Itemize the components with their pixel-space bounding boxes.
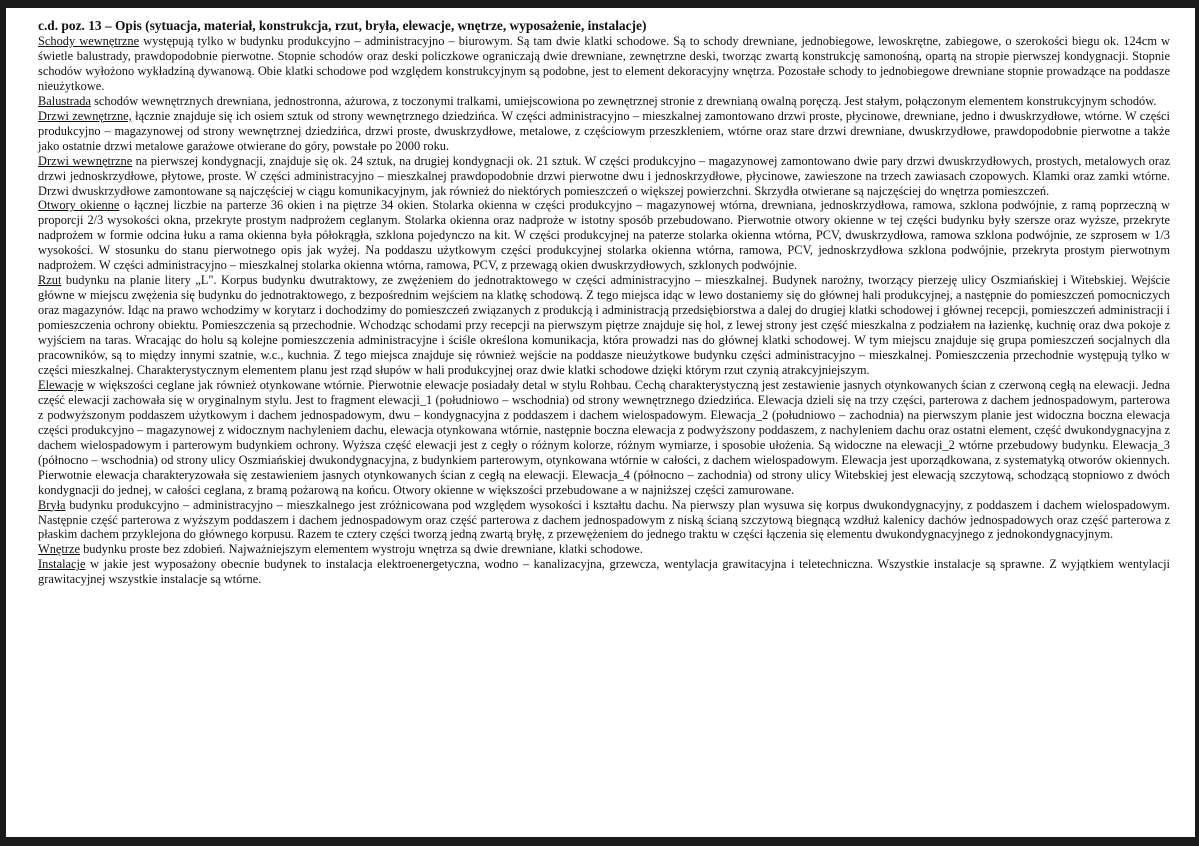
section-term: Schody wewnętrzne [38,34,140,48]
paragraph-text: budynku na planie litery „L". Korpus budynku dwutraktowy, ze zwężeniem do jednotraktowego w części administracyjno – mieszkalnej. Budynek narożny, tworzący pierzeję ulicy Oszmiańskiej i Witebskiej. Wejście główne w miejscu zwężenia się budynku do jednotraktowego, z bezpośrednim wejściem na klatkę schodową. Z tego miejsca idąc w lewo dostaniemy się do głównej hali produkcyjnej, a następnie do pomieszczeń pomocniczych oraz magazynów. Idąc na prawo wchodzimy w korytarz i dochodzimy do pomieszczeń związanych z produkcją i administracją przedsiębiorstwa a dalej do drugiej klatki schodowej i głównej recepcji, pomieszczeń administracji i pomieszczenia ochrony obiektu. Pomieszczenia są przechodnie. Wchodząc schodami przy recepcji na pierwszym piętrze znajduje się hol, z lewej strony jest część mieszkalna z podziałem na łazienkę, kuchnię oraz dwa pokoje z wyjściem na taras. Wracając do holu są kolejne pomieszczenia administracyjne i ściśle określona komunikacja, która prowadzi nas do głównej klatki schodowej. W tym miejscu znajduje się grupa pomieszczeń socjalnych dla pracowników, są to między innymi szatnie, w.c., kuchnia. Z tego miejsca znajduje się również wejście na poddasze nieużytkowe budynku części administracyjno – mieszkalnej. Pomieszczenia przechodnie występują tylko w części mieszkalnej. Charakterystycznym elementem planu jest rząd słupów w hali produkcyjnej oraz dwie klatki schodowe dzięki którym rzut czynią atrakcyjniejszym. [38,273,1170,377]
section-term: Bryła [38,497,66,512]
paragraph-balustrada [38,94,1170,109]
paragraph-otwory-okienne [38,198,1170,273]
paragraph-text: w większości ceglane jak również otynkowane wtórnie. Pierwotnie elewacje posiadały detal w stylu Rohbau. Cechą charakterystyczną jest zestawienie jasnych otynkowanych ścian z czerwoną cegłą na elewacji. Jedna część elewacji zachowała się w oryginalnym stylu. Jest to fragment elewacji_1 (południowo – wschodnia) od strony wewnętrznego dziedzińca. Elewacja dzieli się na trzy części, parterowa z dachem jednospadowym, parterowa z podwyższonym poddaszem użytkowym i dachem jednospadowym, dwu – kondygnacyjna z poddaszem i dachem wielospadowym. Elewacja_2 (południowo – zachodnia) na pierwszym planie jest widoczna boczna elewacja części produkcyjno – magazynowej z widocznym nachyleniem dachu, elewacja otynkowana wtórnie, następnie boczna elewacja z podwyższony poddaszem, z nachyleniem dachu oraz ostatni element, część dwukondygnacyjna z dachem wielospadowym i parterowym budynkiem ochrony. Wyższa część elewacji jest z cegły o różnym kolorze, różnym wymiarze, i sposobie ułożenia. Są widoczne na elewacji_2 wtórne przebudowy budynku. Elewacja_3 (północno – wschodnia) od strony ulicy Oszmiańskiej dwukondygnacyjna, z budynkiem parterowym, otynkowana wtórnie w całości, z dachem wielospadowym. Elewacja jest uporządkowana, z systematyką otworów okiennych. Pierwotnie elewacja charakteryzowała się zestawieniem jasnych otynkowanych ścian z cegłą na elewacji. Elewacja_4 (północno – zachodnia) od strony ulicy Witebskiej jest elewacją szczytową, schodzącą stopniowo z dwóch kondygnacji do jednej, w całości ceglana, z bramą pożarową na końcu. Otwory okienne w większości przebudowane a w najniższej części zamurowane. [38,377,1170,497]
paragraph-text: łącznie znajduje się ich osiem sztuk od strony wewnętrznego dziedzińca. W części administracyjno – mieszkalnej zamontowano drzwi proste, płycinowe, drewniane, jedno i dwuskrzydłowe, wtórne. W części produkcyjno – magazynowej od strony wewnętrznej dziedzińca, drzwi proste, dwuskrzydłowe, metalowe, z częściowym przeszkleniem, wtórne oraz stare drzwi drewniane, dwuskrzydłowe, prawdopodobnie pierwotne a także jako ostatnie drzwi metalowe garażowe otwierane do góry, powstałe po 2000 roku. [38,108,1170,153]
section-term: Drzwi wewnętrzne [38,153,133,168]
paragraph-text: występują tylko w budynku produkcyjno – administracyjno – biurowym. Są tam dwie klatki schodowe. Są to schody drewniane, jednobiegowe, lewoskrętne, zabiegowe, o szerokości biegu ok. 124cm w świetle balustrady, prawdopodobnie pierwotne. Stopnie schodów oraz deski policzkowe ograniczają dwie drewniane, zewnętrzne deski, tworząc zwartą konstrukcję samonośną, opartą na stropie pierwszej kondygnacji. Stopnie schodów wyłożono wykładziną dywanową. Obie klatki schodowe pod względem konstrukcyjnym są podobne, jest to element dekoracyjny wnętrza. Pozostałe schody to jednobiegowe drewniane stopnie prowadzące na poddasze nieużytkowe. [38,34,1171,93]
section-term: Rzut [38,273,62,288]
section-term: Otwory okienne [38,198,120,213]
paragraph-text: o łącznej liczbie na parterze 36 okien i na piętrze 34 okien. Stolarka okienna w części produkcyjno – magazynowej wtórna, drewniana, jednoskrzydłowa, ramowa, szklona podwójnie, z ramą poprzeczną w proporcji 2/3 wysokości okna, przekryte prostym nadprożem ceglanym. Stolarka okienna oraz nadproże w istotny sposób przebudowano. Pierwotnie otwory okienne w tej części budynku były szersze oraz wyższe, przekryte nadprożem w formie odcina łuku a rama okienna była półokrągła, szklona pojedynczo na kit. W części produkcyjnej na paterze stolarka okienna wtórna, PCV, dwuskrzydłowa, ramowa szklona podwójnie, ze szprosem w 1/3 wysokości. W stosunku do stanu pierwotnego opis jak wyżej. Na poddaszu użytkowym części produkcyjnej stolarka okienna wtórna, ramowa, PCV, jednoskrzydłowa szklona podwójnie, przekryta prostym pierwotnym nadprożem. W części administracyjno – mieszkalnej stolarka okienna wtórna, ramowa, PCV, z przewagą okien dwuskrzydłowych, szklonych podwójnie. [38,198,1170,273]
document-page [38,17,1170,587]
paragraph-text: schodów wewnętrznych drewniana, jednostronna, ażurowa, z toczonymi tralkami, umiejscowiona po zewnętrznej stronie z drewnianą owalną poręczą. Jest stałym, połączonym elementem konstrukcyjnym schodów. [91,93,1157,108]
section-term: Wnętrze [38,542,80,557]
section-term: Elewacje [38,377,84,392]
paragraph-text: budynku proste bez zdobień. Najważniejszym elementem wystroju wnętrza są dwie drewniane, klatki schodowe. [79,542,643,557]
section-term: Balustrada [38,93,91,108]
scan-border-left [0,0,6,846]
paragraph-drzwi-zewnetrzne [38,109,1170,154]
paragraph-wnetrze [38,542,1170,557]
paragraph-drzwi-wewnetrzne [38,154,1170,199]
paragraph-text: na pierwszej kondygnacji, znajduje się ok. 24 sztuk, na drugiej kondygnacji ok. 21 sztuk. W części produkcyjno – magazynowej zamontowano dwie pary drzwi dwuskrzydłowych, prostych, metalowych oraz drzwi jednoskrzydłowe, płytowe, proste. W części administracyjno – mieszkalnej prawdopodobnie drzwi pierwotne dwu i jednoskrzydłowe, płycinowe, zawieszone na trzech zawiasach czopowych. Klamki oraz zamki wtórne. Drzwi dwuskrzydłowe zamontowane są najczęściej w ciągu komunikacyjnym, jak również do niektórych pomieszczeń o większej powierzchni. Skrzydła otwierane są najczęściej do wnętrza pomieszczeń. [38,153,1170,198]
paragraph-rzut [38,273,1170,378]
paragraph-bryla [38,498,1170,543]
paragraph-schody [38,34,1170,94]
paragraph-text: budynku produkcyjno – administracyjno – mieszkalnego jest zróżnicowana pod względem wysokości i kształtu dachu. Na pierwszy plan wysuwa się korpus dwukondygnacyjny, z poddaszem i dachem wielospadowym. Następnie część parterowa z wyższym poddaszem i dachem jednospadowym oraz część parterowa z dachem jednospadowym z niską ścianą szczytową biegnącą wzdłuż kalenicy dachów jednospadowych oraz część parterowa z płaskim dachem przyklejona do głównego korpusu. Razem te cztery części tworzą jedną zwartą bryłę, z przewężeniem do jednego traktu w części łączenia się elementu dwukondygnacyjnego z jednokondygnacyjnym. [38,497,1170,542]
paragraph-text: w jakie jest wyposażony obecnie budynek to instalacja elektroenergetyczna, wodno – kanalizacyjna, grzewcza, wentylacja grawitacyjna i teletechniczna. Wszystkie instalacje są sprawne. Z wyjątkiem wentylacji grawitacyjnej wszystkie instalacje są wtórne. [38,557,1170,587]
scan-border-bottom [0,837,1199,846]
section-term: Instalacje [38,557,86,572]
scan-border-right [1195,0,1199,846]
paragraph-elewacje [38,378,1170,498]
scan-border-top [0,0,1199,8]
section-term: Drzwi zewnętrzne, [38,108,132,123]
document-heading: c.d. poz. 13 – Opis (sytuacja, materiał, konstrukcja, rzut, bryła, elewacje, wnętrze, wyposażenie, instalacje) [38,18,647,33]
paragraph-instalacje [38,557,1170,587]
